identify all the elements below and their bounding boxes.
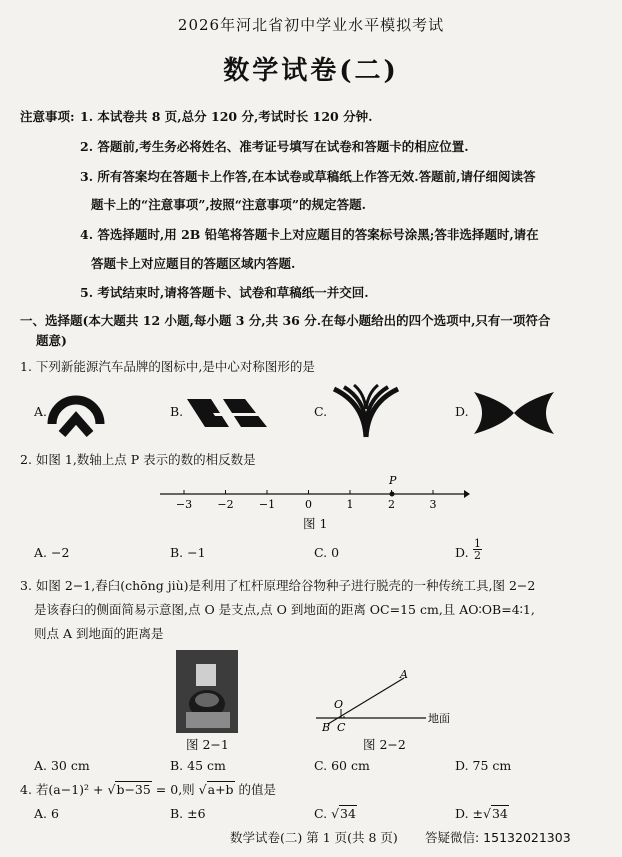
- note-item-5: 5. 考试结束时,请将答题卡、试卷和草稿纸一并交回.: [80, 285, 369, 300]
- point-p-label: P: [389, 474, 397, 487]
- q4-stem-part-c: 的值是: [234, 782, 277, 797]
- mortar-photo: [176, 650, 238, 733]
- q1-option-b-label: B.: [170, 404, 184, 419]
- section-heading: 一、选择题(本大题共 12 小题,每小题 3 分,共 36 分.在每小题给出的四个选项中,只有一项符合: [20, 313, 551, 328]
- note-item-3-cont: 题卡上的“注意事项”,按照“注意事项”的规定答题.: [91, 197, 366, 212]
- logo-d-icon: [472, 388, 556, 438]
- q4-option-d-radicand: 34: [491, 806, 508, 821]
- q3-option-a: A. 30 cm: [34, 758, 90, 773]
- q4-sqrt-1: b−35: [116, 782, 151, 797]
- point-p: [390, 492, 395, 497]
- label-o: O: [334, 698, 344, 711]
- q4-option-d-label: D. ±: [455, 806, 483, 821]
- figure-2-2-caption: 图 2−2: [363, 737, 406, 752]
- q3-option-b: B. 45 cm: [170, 758, 226, 773]
- label-b: B: [322, 721, 331, 734]
- question-1-stem: 1. 下列新能源汽车品牌的图标中,是中心对称图形的是: [20, 359, 315, 374]
- lever-diagram: [306, 668, 476, 740]
- question-3-line-1: 3. 如图 2−1,舂臼(chōng jiù)是利用了杠杆原理给谷物种子进行脱壳的一种传统工具,图 2−2: [20, 578, 536, 593]
- number-line-figure: [160, 474, 470, 514]
- question-4-stem: 4. 若(a−1)² + √b−35 = 0,则 √a+b 的值是: [20, 782, 277, 797]
- note-item-4: 4. 答选择题时,用 2B 铅笔将答题卡上对应题目的答案标号涂黑;答非选择题时,请在: [80, 227, 539, 242]
- note-item-1: 1. 本试卷共 8 页,总分 120 分,考试时长 120 分钟.: [80, 109, 373, 124]
- fraction-denominator: 2: [474, 549, 481, 562]
- question-3-line-3: 则点 A 到地面的距离是: [34, 626, 164, 641]
- fraction-numerator: 1: [474, 537, 481, 550]
- q2-option-c: C. 0: [314, 545, 340, 560]
- q1-option-c-label: C.: [314, 404, 328, 419]
- label-ground: 地面: [428, 712, 450, 725]
- q1-option-d-label: D.: [455, 404, 469, 419]
- q4-option-a: A. 6: [34, 806, 59, 821]
- q3-option-d: D. 75 cm: [455, 758, 512, 773]
- q2-option-b: B. −1: [170, 545, 206, 560]
- number-line-tick-label: 0: [305, 498, 312, 511]
- question-3-line-2: 是该舂臼的侧面简易示意图,点 O 是支点,点 O 到地面的距离 OC=15 cm,且 AO∶OB=4∶1,: [34, 602, 535, 617]
- q4-sqrt-2: a+b: [207, 782, 234, 797]
- note-item-3: 3. 所有答案均在答题卡上作答,在本试卷或草稿纸上作答无效.答题前,请仔细阅读答: [80, 169, 536, 184]
- q4-option-c: C. √34: [314, 806, 356, 821]
- number-line-tick-label: 3: [429, 498, 437, 511]
- q1-option-a-label: A.: [34, 404, 48, 419]
- contact-watermark: 答疑微信: 15132021303: [425, 830, 571, 845]
- number-line-arrow: [464, 490, 470, 498]
- page-footer: 数学试卷(二) 第 1 页(共 8 页): [230, 830, 398, 845]
- figure-2-1-caption: 图 2−1: [186, 737, 229, 752]
- q4-stem-part-b: = 0,则: [151, 782, 199, 797]
- label-a: A: [400, 668, 408, 681]
- notes-label: 注意事项:: [20, 109, 75, 124]
- q4-stem-part-a: 4. 若(a−1)² +: [20, 782, 108, 797]
- number-line-tick-label: −2: [217, 498, 234, 511]
- number-line-tick-label: −3: [175, 498, 193, 511]
- note-item-2: 2. 答题前,考生务必将姓名、准考证号填写在试卷和答题卡的相应位置.: [80, 139, 469, 154]
- exam-title: 数学试卷(二): [223, 56, 399, 86]
- figure-1-caption: 图 1: [303, 516, 328, 531]
- note-item-4-cont: 答题卡上对应题目的答题区域内答题.: [91, 256, 296, 271]
- logo-b-icon: [183, 395, 271, 431]
- label-c: C: [337, 721, 346, 734]
- section-heading-cont: 题意): [36, 333, 67, 348]
- number-line-tick-label: −1: [258, 498, 276, 511]
- q3-option-c: C. 60 cm: [314, 758, 370, 773]
- q4-option-c-label: C.: [314, 806, 328, 821]
- q4-option-d: D. ±√34: [455, 806, 508, 821]
- number-line-tick-label: 1: [346, 498, 354, 511]
- exam-subtitle: 2026年河北省初中学业水平模拟考试: [177, 16, 445, 34]
- logo-a-icon: [46, 388, 106, 438]
- q2-option-d-fraction: [473, 538, 482, 561]
- q2-option-d: D.: [455, 545, 469, 560]
- number-line-tick-label: 2: [388, 498, 395, 511]
- q4-option-b: B. ±6: [170, 806, 206, 821]
- logo-c-icon: [330, 383, 402, 439]
- q2-option-a: A. −2: [34, 545, 70, 560]
- question-2-stem: 2. 如图 1,数轴上点 P 表示的数的相反数是: [20, 452, 256, 467]
- q4-option-c-radicand: 34: [340, 806, 356, 821]
